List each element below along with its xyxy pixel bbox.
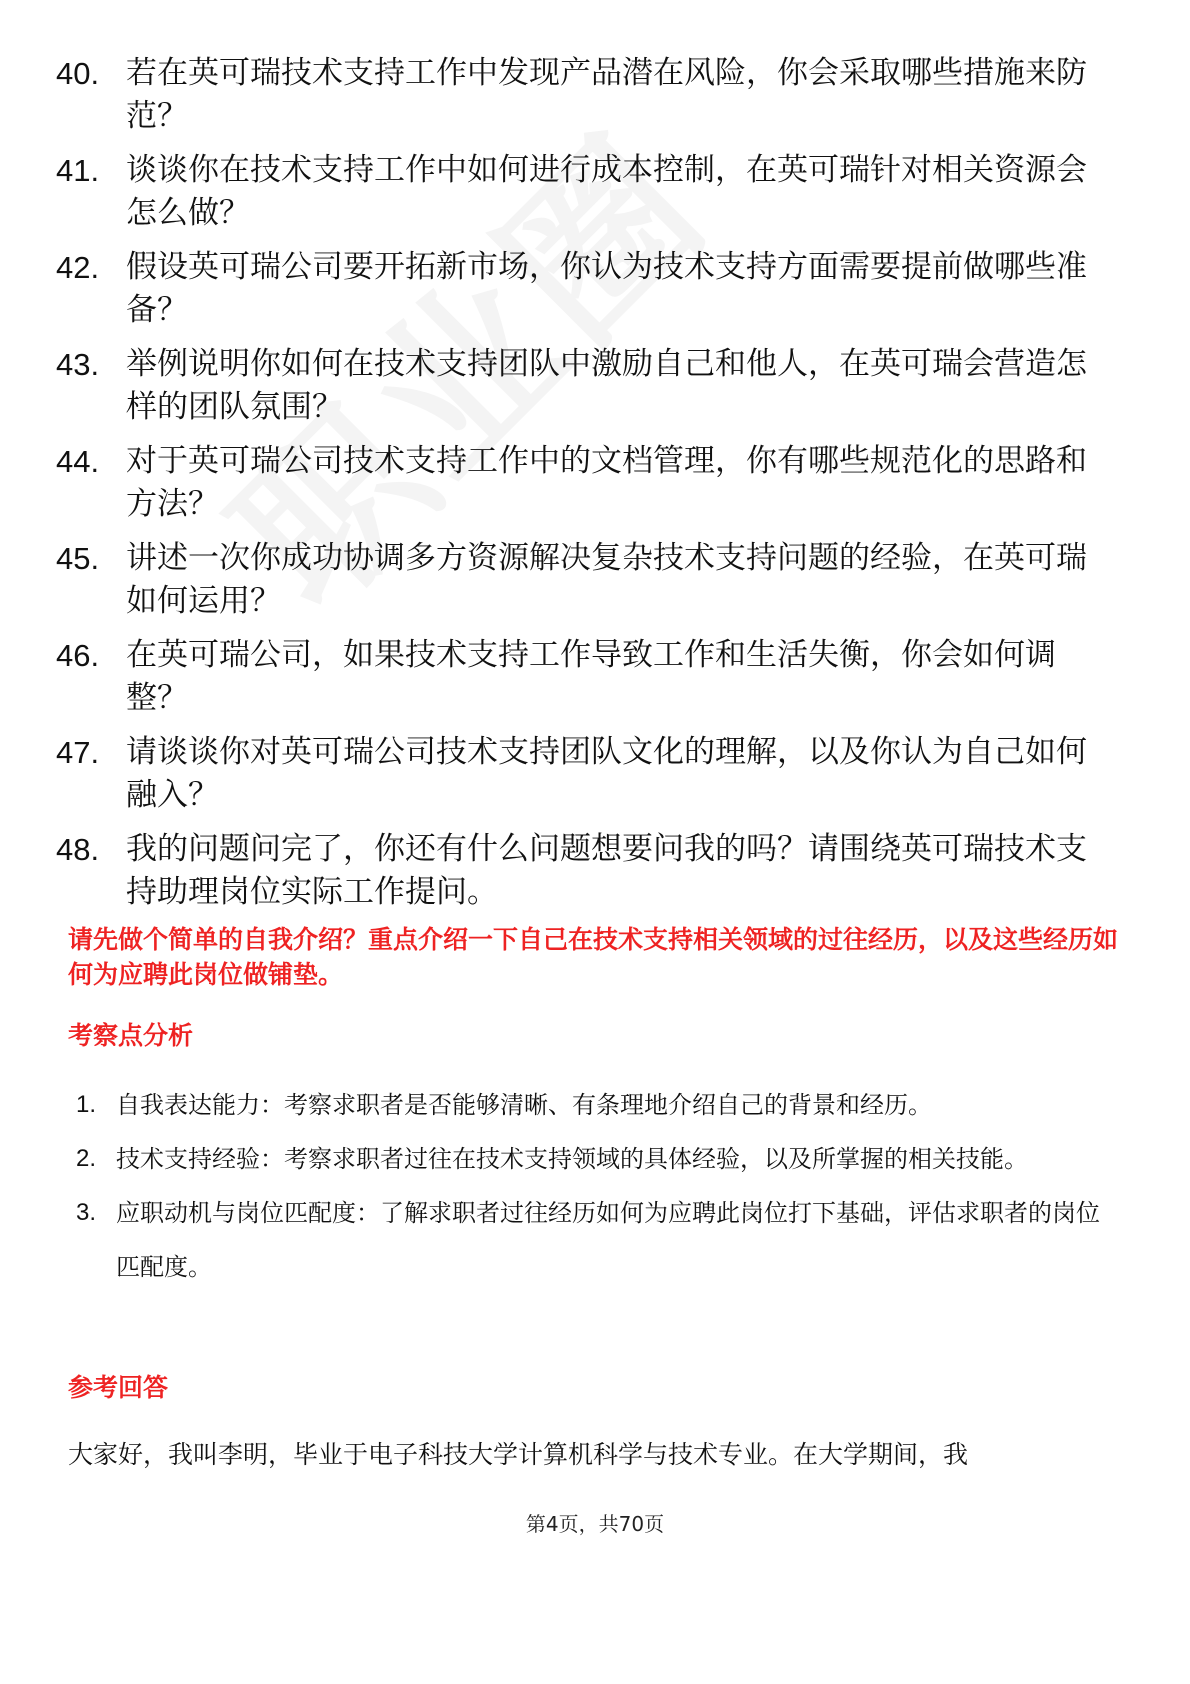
question-text: 请谈谈你对英可瑞公司技术支持团队文化的理解，以及你认为自己如何融入？ [126,734,1087,813]
page-footer: 第4页，共70页 [525,1512,665,1536]
analysis-heading: 考察点分析 [68,1021,194,1050]
question-text: 对于英可瑞公司技术支持工作中的文档管理，你有哪些规范化的思路和方法？ [126,443,1087,522]
analysis-number: 3. [76,1199,97,1226]
question-item [56,731,1116,817]
question-item [56,343,1116,429]
analysis-number: 1. [76,1091,97,1118]
analysis-text: 技术支持经验：考察求职者过往在技术支持领域的具体经验，以及所掌握的相关技能。 [116,1145,1028,1173]
analysis-number: 2. [76,1145,97,1172]
question-number: 43. [56,347,100,382]
question-item [56,149,1116,235]
question-number: 45. [56,541,100,576]
question-number: 40. [56,56,100,91]
question-item [56,440,1116,526]
analysis-item [76,1132,1116,1186]
analysis-item [76,1186,1116,1294]
question-item [56,52,1116,138]
analysis-item [76,1078,1116,1132]
question-list [56,52,1116,925]
question-text: 谈谈你在技术支持工作中如何进行成本控制，在英可瑞针对相关资源会怎么做？ [126,152,1087,231]
answer-text: 大家好，我叫李明，毕业于电子科技大学计算机科学与技术专业。在大学期间，我 [68,1440,969,1469]
highlighted-question: 请先做个简单的自我介绍？重点介绍一下自己在技术支持相关领域的过往经历，以及这些经历如何为应聘此岗位做铺垫。 [68,925,1119,989]
question-item [56,537,1116,623]
question-number: 41. [56,153,100,188]
question-text: 举例说明你如何在技术支持团队中激励自己和他人，在英可瑞会营造怎样的团队氛围？ [126,346,1087,425]
question-item [56,634,1116,720]
answer-heading: 参考回答 [68,1373,169,1402]
question-text: 若在英可瑞技术支持工作中发现产品潜在风险，你会采取哪些措施来防范？ [126,55,1087,134]
question-item [56,828,1116,914]
analysis-text: 应职动机与岗位匹配度：了解求职者过往经历如何为应聘此岗位打下基础，评估求职者的岗位匹配度。 [116,1199,1100,1281]
question-text: 在英可瑞公司，如果技术支持工作导致工作和生活失衡，你会如何调整？ [126,637,1056,716]
question-number: 46. [56,638,100,673]
question-number: 44. [56,444,100,479]
question-text: 我的问题问完了，你还有什么问题想要问我的吗？请围绕英可瑞技术支持助理岗位实际工作提问。 [126,831,1087,910]
question-number: 47. [56,735,100,770]
analysis-text: 自我表达能力：考察求职者是否能够清晰、有条理地介绍自己的背景和经历。 [116,1091,932,1119]
analysis-list [76,1078,1116,1294]
question-item [56,246,1116,332]
question-text: 假设英可瑞公司要开拓新市场，你认为技术支持方面需要提前做哪些准备？ [126,249,1087,328]
question-number: 48. [56,832,100,867]
question-number: 42. [56,250,100,285]
question-text: 讲述一次你成功协调多方资源解决复杂技术支持问题的经验，在英可瑞如何运用？ [126,540,1087,619]
